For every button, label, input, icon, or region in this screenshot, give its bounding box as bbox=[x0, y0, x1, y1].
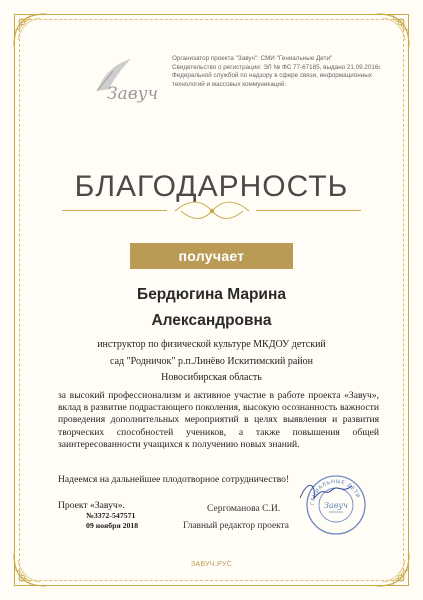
recipient-name-line1: Бердюгина Марина bbox=[137, 286, 286, 303]
signature-icon bbox=[296, 476, 356, 506]
corner-ornament-icon bbox=[373, 550, 413, 590]
recipient-name-line2: Александровна bbox=[151, 312, 272, 329]
cooperation-text: Надеемся на дальнейшее плодотворное сотрудничество! bbox=[58, 474, 290, 485]
organizer-info bbox=[172, 55, 382, 89]
document-date: 09 ноября 2018 bbox=[86, 521, 139, 530]
flourish-ornament-icon bbox=[171, 197, 253, 225]
position-line: сад "Родничок" р.п.Линёво Искитимский район bbox=[110, 355, 313, 367]
org-line: Свидетельство о регистрации: ЭЛ № ФС 77-67185, выдано 21.09.2016г. bbox=[172, 63, 382, 71]
seal-text: ГЕНИАЛЬНЫЕ ДЕТИ bbox=[309, 478, 361, 506]
org-line: технологий и массовых коммуникаций. bbox=[172, 80, 287, 88]
svg-text:Завуч: Завуч bbox=[107, 84, 159, 104]
recipient-position bbox=[70, 337, 353, 387]
site-address: ЗАВУЧ.РУС bbox=[190, 561, 233, 568]
title-divider bbox=[62, 210, 167, 211]
signer-role: Главный редактор проекта bbox=[183, 521, 289, 531]
certificate-title: БЛАГОДАРНОСТЬ bbox=[74, 170, 349, 203]
corner-ornament-icon bbox=[10, 10, 50, 50]
gratitude-text: за высокий профессионализм и активное участие в работе проекта «Завуч», вклад в развитие подрастающего поколения, высокую осознанность важности проведения дополнительных мероприятий в целях выявления и развития творческих способностей учеников, а также повышения общей заинтересованности учащихся к получению новых знаний. bbox=[58, 390, 379, 450]
receives-badge: получает bbox=[130, 243, 293, 269]
project-name: Проект «Завуч». bbox=[58, 500, 125, 511]
seal-logo-text: Завуч bbox=[323, 501, 349, 510]
title-divider bbox=[256, 210, 361, 211]
signer-name: Сергоманова С.И. bbox=[207, 503, 281, 514]
org-line: Федеральной службой по надзору в сфере связи, информационных bbox=[172, 72, 372, 80]
corner-ornament-icon bbox=[10, 550, 50, 590]
position-line: инструктор по физической культуре МКДОУ детский bbox=[97, 339, 326, 350]
org-line: Организатор проекта "Завуч": СМИ "Гениальные Дети" bbox=[172, 55, 333, 62]
position-line: Новосибирская область bbox=[161, 372, 262, 383]
zavuch-logo bbox=[83, 53, 161, 107]
corner-ornament-icon bbox=[373, 10, 413, 50]
document-number: №3372-547571 bbox=[86, 511, 136, 520]
